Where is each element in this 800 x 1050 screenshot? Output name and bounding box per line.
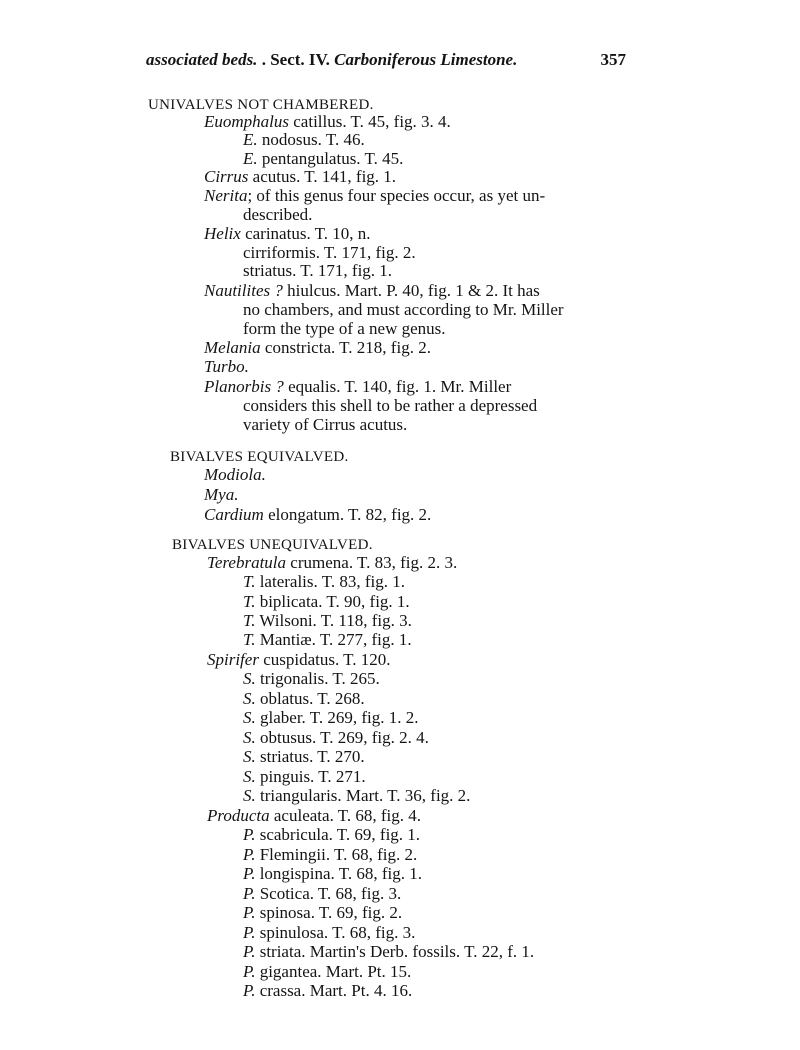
genus-name: Euomphalus [204,112,289,131]
species-entry [243,708,419,728]
genus-name: S. [243,786,256,805]
genus-name: T. [243,572,256,591]
entry-text: equalis. T. 140, fig. 1. Mr. Miller [283,377,512,396]
genus-name: P. [243,903,256,922]
species-entry [243,415,407,435]
entry-text: longispina. T. 68, fig. 1. [255,864,422,883]
entry-text: striata. Martin's Derb. fossils. T. 22, f. 1. [255,942,535,961]
species-entry [243,592,410,612]
species-entry [243,903,402,923]
entry-text: form the type of a new genus. [243,319,446,338]
species-entry [243,864,422,884]
species-entry [204,485,238,505]
genus-name: S. [243,747,256,766]
genus-name: P. [243,923,256,942]
species-entry [207,553,457,573]
entry-text: spinulosa. T. 68, fig. 3. [255,923,416,942]
entry-text: obtusus. T. 269, fig. 2. 4. [255,728,429,747]
entry-text: glaber. T. 269, fig. 1. 2. [255,708,419,727]
species-entry [243,786,470,806]
entry-text: carinatus. T. 10, n. [240,224,371,243]
genus-name: Spirifer [207,650,259,669]
genus-name: E. [243,149,258,168]
entry-text: variety of Cirrus acutus. [243,415,408,434]
species-entry [204,167,396,187]
genus-name: S. [243,767,256,786]
entry-text: cuspidatus. T. 120. [258,650,391,669]
genus-name: Modiola. [204,465,266,484]
genus-name: Planorbis ? [204,377,284,396]
entry-text: crassa. Mart. Pt. 4. 16. [255,981,413,1000]
genus-name: T. [243,630,256,649]
species-entry [243,572,405,592]
species-entry [243,149,403,169]
species-entry [243,767,366,787]
species-entry [204,338,431,358]
entry-text: catillus. T. 45, fig. 3. 4. [289,112,451,131]
entry-text: aculeata. T. 68, fig. 4. [269,806,422,825]
species-entry [243,205,312,225]
entry-text: acutus. T. 141, fig. 1. [248,167,397,186]
entry-text: Scotica. T. 68, fig. 3. [255,884,402,903]
genus-name: P. [243,962,256,981]
section-heading-text: BIVALVES UNEQUIVALVED. [172,537,373,553]
header-left: associated beds. [146,50,258,69]
entry-text: spinosa. T. 69, fig. 2. [255,903,403,922]
entry-text: ; of this genus four species occur, as yet un- [247,186,546,205]
species-entry [204,505,431,525]
genus-name: P. [243,942,256,961]
species-entry [243,669,380,689]
species-entry [204,357,249,377]
entry-text: constricta. T. 218, fig. 2. [260,338,431,357]
section-heading-text: BIVALVES EQUIVALVED. [170,449,349,465]
species-entry [204,281,540,301]
species-entry [243,396,537,416]
genus-name: S. [243,728,256,747]
species-entry [243,319,446,339]
genus-name: S. [243,689,256,708]
section-heading [172,534,373,555]
entry-text: striatus. T. 270. [255,747,365,766]
species-entry [207,650,391,670]
genus-name: S. [243,708,256,727]
genus-name: P. [243,981,256,1000]
species-entry [204,186,545,206]
species-entry [243,747,365,767]
species-entry [243,630,412,650]
species-entry [243,300,564,320]
header-center: . Sect. IV. [257,50,335,69]
genus-name: Nerita [204,186,248,205]
genus-name: E. [243,130,258,149]
entry-text: considers this shell to be rather a depressed [243,396,538,415]
entry-text: cirriformis. T. 171, fig. 2. [243,243,416,262]
species-entry [243,825,420,845]
entry-text: described. [243,205,313,224]
species-entry [243,130,365,150]
species-entry [243,884,401,904]
entry-text: pentangulatus. T. 45. [257,149,404,168]
entry-text: Wilsoni. T. 118, fig. 3. [255,611,412,630]
species-entry [243,243,416,263]
entry-text: trigonalis. T. 265. [255,669,380,688]
entry-text: oblatus. T. 268. [255,689,365,708]
running-header [146,50,517,70]
entry-text: crumena. T. 83, fig. 2. 3. [286,553,458,572]
entry-text: no chambers, and must according to Mr. Miller [243,300,564,319]
genus-name: Turbo. [204,357,249,376]
section-heading-text: UNIVALVES NOT CHAMBERED. [148,97,374,113]
species-entry [243,261,392,281]
entry-text: pinguis. T. 271. [255,767,366,786]
genus-name: T. [243,611,256,630]
species-entry [243,728,429,748]
genus-name: Mya. [204,485,239,504]
entry-text: Flemingii. T. 68, fig. 2. [255,845,418,864]
species-entry [204,465,266,485]
genus-name: P. [243,864,256,883]
entry-text: triangularis. Mart. T. 36, fig. 2. [255,786,471,805]
species-entry [243,923,415,943]
header-right: Carboniferous Limestone. [334,50,518,69]
entry-text: striatus. T. 171, fig. 1. [243,261,393,280]
species-entry [243,845,417,865]
genus-name: Terebratula [207,553,287,572]
entry-text: scabricula. T. 69, fig. 1. [255,825,421,844]
genus-name: Melania [204,338,261,357]
species-entry [243,981,412,1001]
entry-text: gigantea. Mart. Pt. 15. [255,962,412,981]
entry-text: biplicata. T. 90, fig. 1. [255,592,410,611]
genus-name: P. [243,884,256,903]
genus-name: Cirrus [204,167,249,186]
genus-name: P. [243,825,256,844]
species-entry [207,806,421,826]
species-entry [204,377,511,397]
genus-name: Helix [204,224,241,243]
entry-text: lateralis. T. 83, fig. 1. [255,572,405,591]
entry-text: elongatum. T. 82, fig. 2. [263,505,432,524]
page-number: 357 [600,50,626,69]
genus-name: S. [243,669,256,688]
species-entry [243,689,365,709]
species-entry [204,224,371,244]
genus-name: Nautilites ? [204,281,283,300]
entry-text: Mantiæ. T. 277, fig. 1. [255,630,412,649]
section-heading [170,446,349,467]
genus-name: Cardium [204,505,264,524]
species-entry [243,611,412,631]
species-entry [204,112,451,132]
entry-text: hiulcus. Mart. P. 40, fig. 1 & 2. It has [282,281,540,300]
species-entry [243,962,411,982]
species-entry [243,942,534,962]
genus-name: T. [243,592,256,611]
entry-text: nodosus. T. 46. [257,130,365,149]
genus-name: P. [243,845,256,864]
genus-name: Producta [207,806,270,825]
